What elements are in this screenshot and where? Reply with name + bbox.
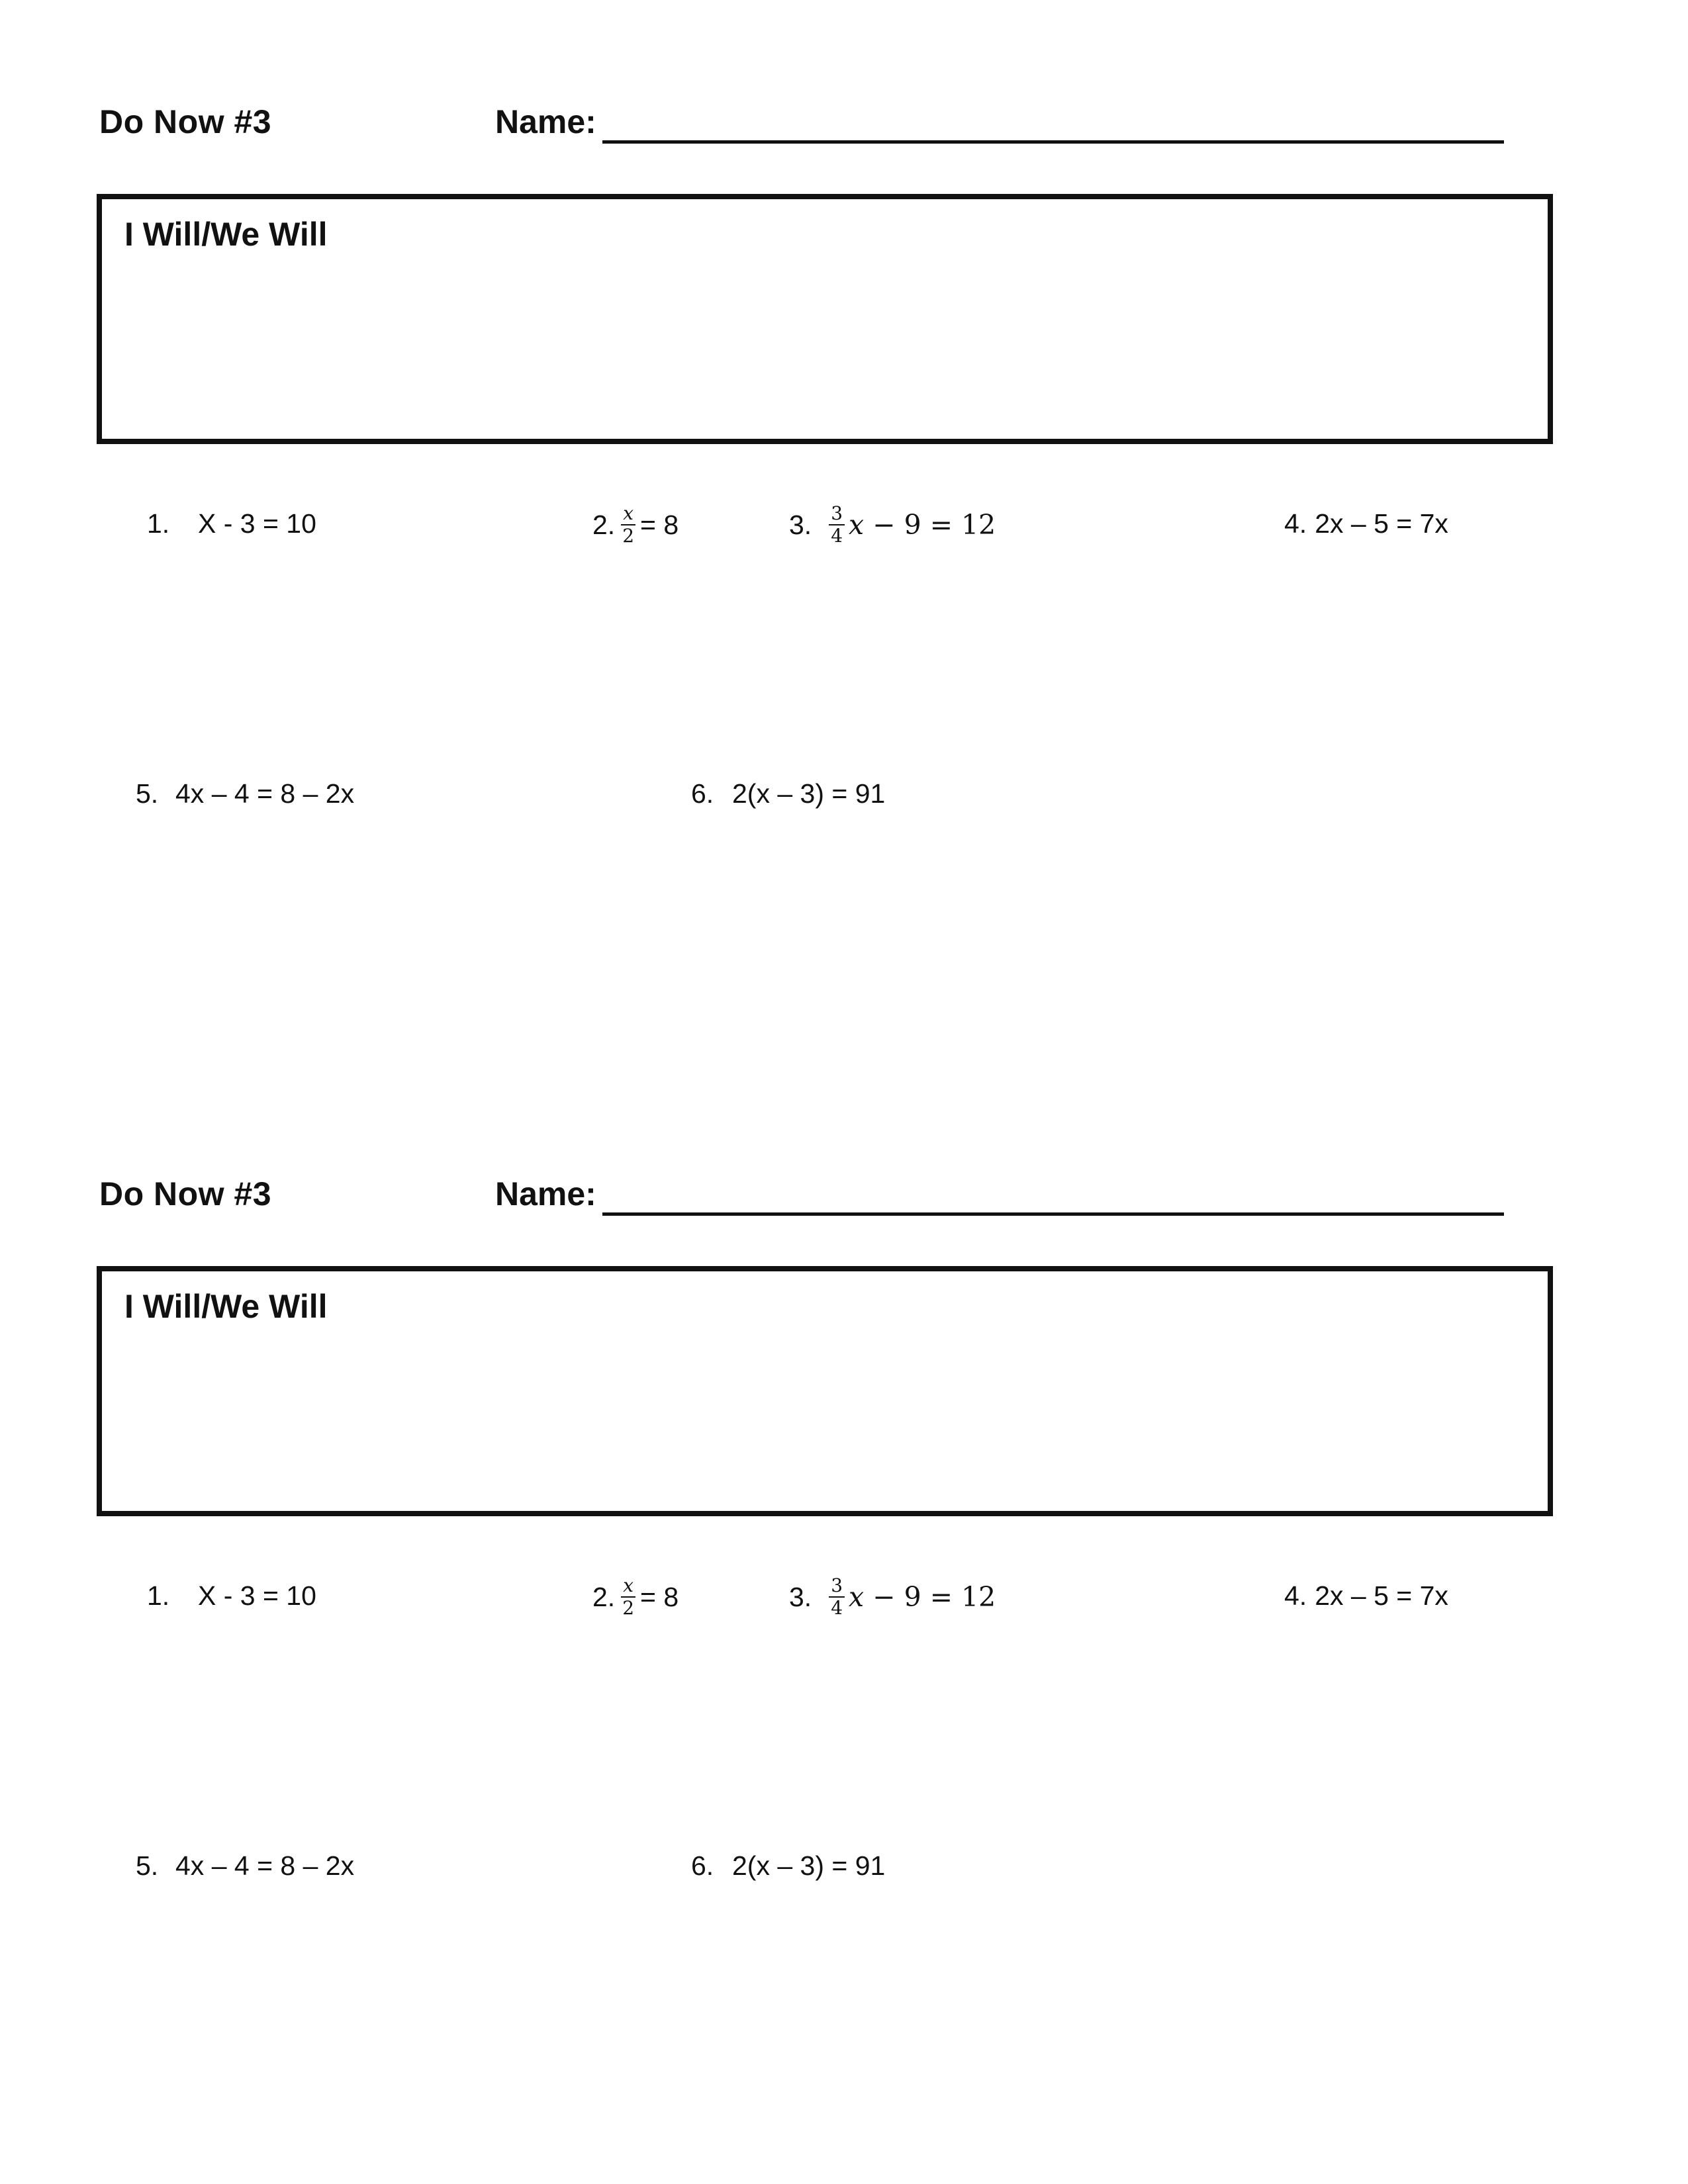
fraction-numerator: x xyxy=(621,1575,635,1598)
problem-number: 2. xyxy=(592,1581,616,1612)
problem-1 xyxy=(147,1580,316,1612)
problem-number: 5. xyxy=(136,1850,159,1881)
problem-equation-rest xyxy=(849,1581,996,1613)
objective-label: I Will/We Will xyxy=(124,216,328,253)
problem-equation: X - 3 = 10 xyxy=(198,508,316,539)
problem-equation: 2(x – 3) = 91 xyxy=(732,778,886,809)
equation-tail: − 9 = 12 xyxy=(864,509,996,541)
problem-5 xyxy=(136,778,354,809)
problem-equation-rest: = 8 xyxy=(640,1581,679,1612)
problem-number: 4. xyxy=(1284,508,1307,539)
problem-4 xyxy=(1284,1580,1448,1612)
problem-number: 1. xyxy=(147,1580,170,1611)
variable: x xyxy=(849,509,865,541)
fraction xyxy=(620,1575,636,1619)
fraction-numerator: x xyxy=(621,503,635,525)
problem-equation: 2(x – 3) = 91 xyxy=(732,1850,886,1881)
objective-box[interactable] xyxy=(97,1266,1553,1516)
problem-equation: 4x – 4 = 8 – 2x xyxy=(175,778,355,809)
problem-equation: 2x – 5 = 7x xyxy=(1315,1580,1448,1611)
objective-box[interactable] xyxy=(97,194,1553,444)
problem-3 xyxy=(789,1575,996,1619)
problem-6 xyxy=(691,778,885,809)
problem-number: 6. xyxy=(691,778,714,809)
fraction xyxy=(829,503,845,547)
fraction-denominator: 2 xyxy=(622,525,635,547)
fraction-denominator: 2 xyxy=(622,1597,635,1619)
equation-tail: − 9 = 12 xyxy=(864,1581,996,1613)
problem-number: 3. xyxy=(789,1581,812,1612)
problem-6 xyxy=(691,1850,885,1882)
problem-number: 5. xyxy=(136,778,159,809)
problem-equation-rest: = 8 xyxy=(640,509,679,540)
problem-equation-rest xyxy=(849,509,996,541)
problem-equation: 4x – 4 = 8 – 2x xyxy=(175,1850,355,1881)
worksheet-title: Do Now #3 xyxy=(99,1175,272,1212)
fraction xyxy=(829,1575,845,1619)
problem-number: 6. xyxy=(691,1850,714,1881)
name-label: Name: xyxy=(495,103,596,140)
problem-equation: X - 3 = 10 xyxy=(198,1580,316,1611)
fraction-numerator: 3 xyxy=(829,503,845,525)
problem-3 xyxy=(789,503,996,547)
problem-number: 2. xyxy=(592,509,616,540)
name-label: Name: xyxy=(495,1175,596,1212)
problem-4 xyxy=(1284,508,1448,539)
problem-2 xyxy=(592,503,679,547)
do-now-section-bottom xyxy=(0,1072,1688,2144)
name-blank-line[interactable] xyxy=(602,140,1504,144)
fraction-denominator: 4 xyxy=(831,1597,843,1619)
problem-number: 3. xyxy=(789,509,812,540)
fraction-numerator: 3 xyxy=(829,1575,845,1598)
do-now-section-top xyxy=(0,0,1688,1072)
problem-2 xyxy=(592,1575,679,1619)
variable: x xyxy=(849,1581,865,1613)
fraction-denominator: 4 xyxy=(831,525,843,547)
objective-label: I Will/We Will xyxy=(124,1288,328,1325)
worksheet-title: Do Now #3 xyxy=(99,103,272,140)
problem-number: 4. xyxy=(1284,1580,1307,1611)
name-blank-line[interactable] xyxy=(602,1212,1504,1216)
problem-1 xyxy=(147,508,316,539)
problem-number: 1. xyxy=(147,508,170,539)
fraction xyxy=(620,503,636,547)
problem-5 xyxy=(136,1850,354,1882)
problem-equation: 2x – 5 = 7x xyxy=(1315,508,1448,539)
